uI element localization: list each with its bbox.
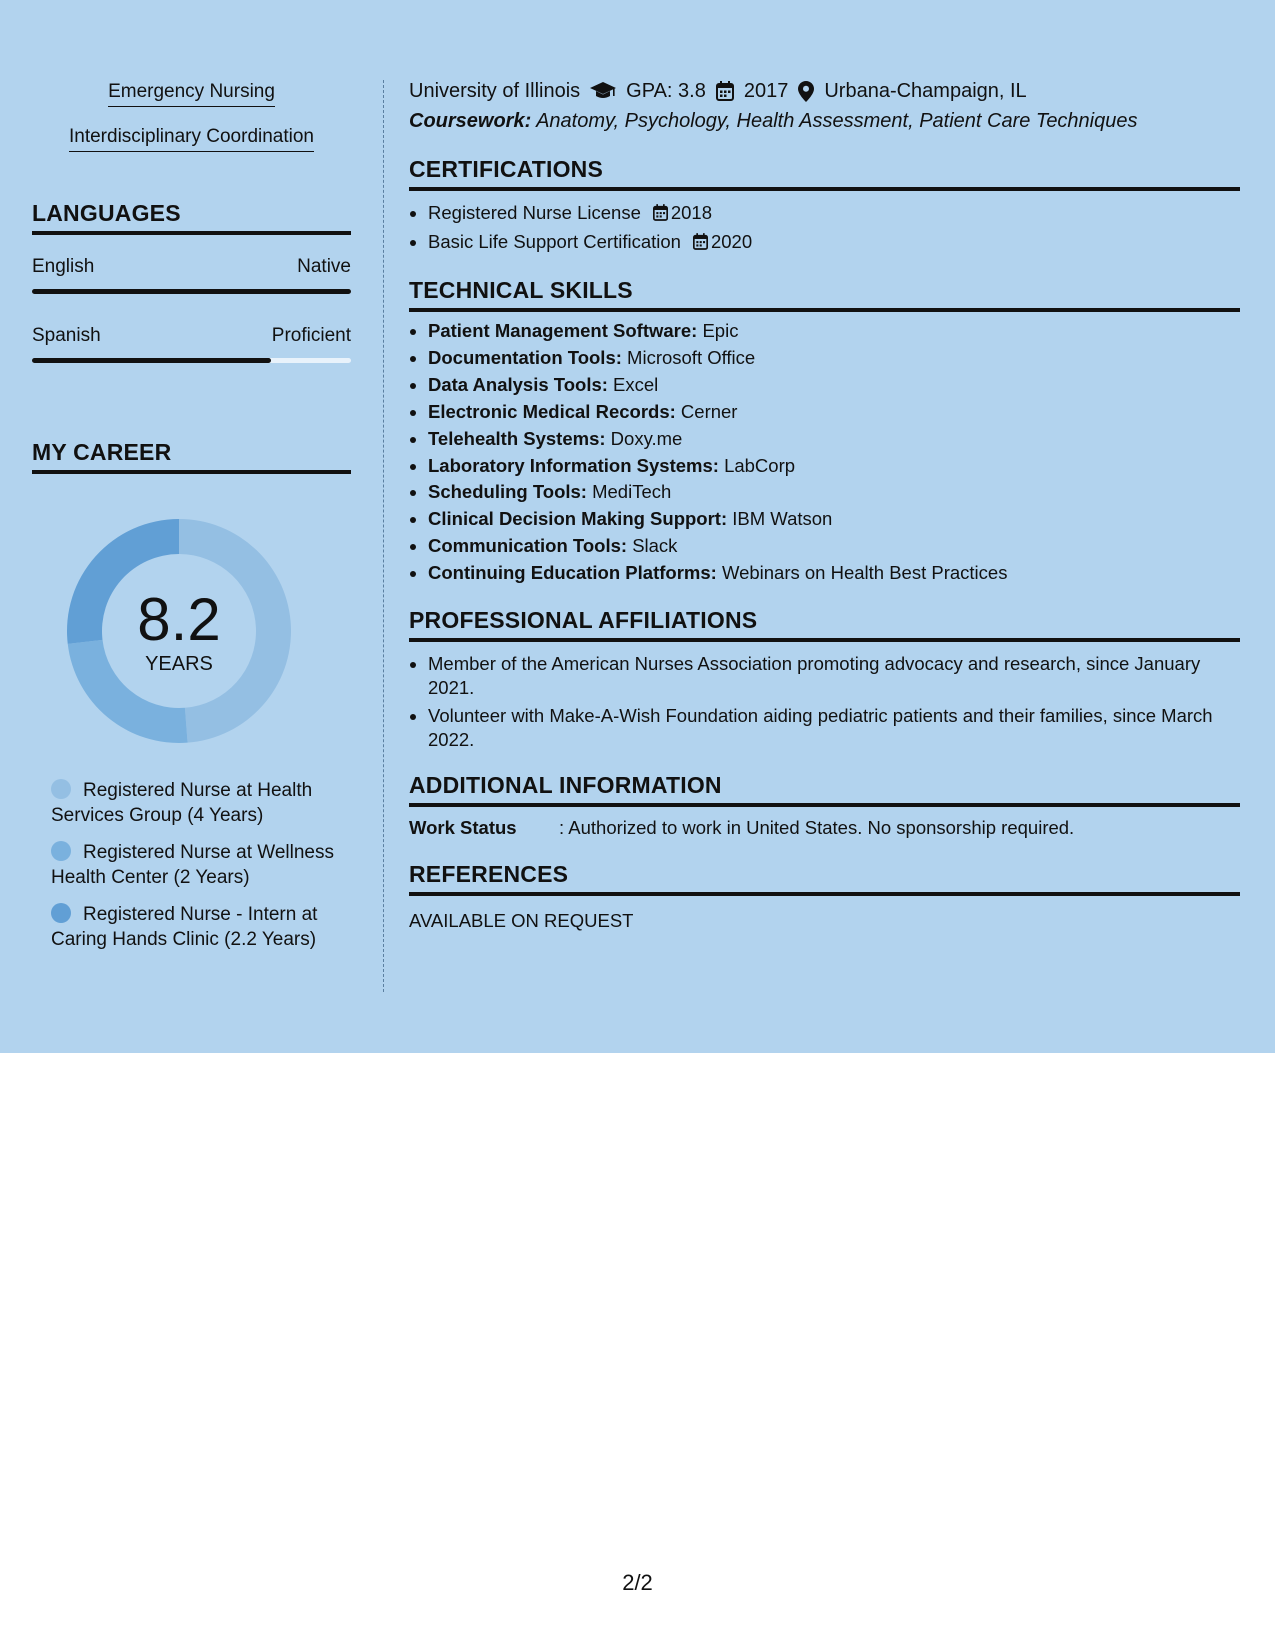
skill-value: Slack	[632, 535, 678, 557]
additional-info-heading: ADDITIONAL INFORMATION	[409, 772, 1240, 807]
career-total-unit: YEARS	[145, 653, 213, 675]
language-proficiency-fill	[32, 289, 351, 294]
education-line	[409, 78, 1240, 104]
skill-value: Cerner	[680, 400, 738, 422]
page-number: 2/2	[622, 1570, 653, 1595]
language-proficiency-bar	[32, 358, 351, 363]
main-content	[409, 78, 1240, 932]
technical-skill-item	[428, 372, 1240, 399]
skill-value: LabCorp	[724, 454, 796, 476]
languages-section	[32, 200, 351, 363]
certifications-list	[409, 199, 1240, 257]
sidebar	[32, 80, 351, 952]
graduation-cap-icon	[590, 82, 616, 100]
certification-year: 2018	[670, 202, 713, 223]
coursework-line	[409, 108, 1240, 134]
skill-label: Data Analysis Tools:	[428, 373, 608, 395]
language-level: Native	[297, 256, 351, 277]
technical-skills-heading: TECHNICAL SKILLS	[409, 277, 1240, 312]
calendar-icon	[693, 230, 708, 257]
career-donut-chart	[66, 518, 292, 744]
career-donut-center	[66, 586, 292, 676]
career-legend-item	[51, 902, 341, 952]
legend-dot-icon	[51, 779, 71, 799]
affiliation-item: • Volunteer with Make-A-Wish Foundation aiding pediatric patients and their families, since March 2022.	[428, 704, 1240, 752]
technical-skill-item	[428, 479, 1240, 506]
career-total-value: 8.2	[137, 586, 221, 653]
language-name: Spanish	[32, 325, 101, 346]
certification-name: Basic Life Support Certification	[428, 231, 681, 252]
certifications-heading: CERTIFICATIONS	[409, 156, 1240, 191]
career-legend-label: Registered Nurse at Wellness Health Center (2 Years)	[51, 842, 334, 888]
skill-value: Microsoft Office	[627, 346, 756, 368]
career-section	[32, 439, 351, 952]
certification-item	[428, 228, 1240, 257]
references-text: AVAILABLE ON REQUEST	[409, 910, 634, 932]
skill-label: Laboratory Information Systems:	[428, 454, 719, 476]
language-level: Proficient	[271, 325, 351, 346]
school-name: University of Illinois	[409, 80, 581, 102]
skill-label: Scheduling Tools:	[428, 481, 587, 503]
skill-value: Excel	[613, 373, 659, 395]
technical-skill-item	[428, 506, 1240, 533]
technical-skill-item	[428, 533, 1240, 560]
skill-label: Telehealth Systems:	[428, 427, 606, 449]
skill-item[interactable]: Emergency Nursing	[108, 80, 275, 107]
language-item	[32, 324, 351, 363]
legend-dot-icon	[51, 903, 71, 923]
language-proficiency-bar	[32, 289, 351, 294]
calendar-icon	[716, 81, 734, 101]
language-name: English	[32, 256, 95, 277]
skill-label: Clinical Decision Making Support:	[428, 508, 728, 530]
coursework-label: Coursework:	[409, 110, 532, 132]
work-status-row	[409, 815, 1240, 841]
technical-skill-item	[428, 560, 1240, 587]
career-legend-item	[51, 840, 341, 890]
language-item	[32, 255, 351, 294]
career-legend-label: Registered Nurse - Intern at Caring Hands Clinic (2.2 Years)	[51, 904, 318, 950]
gpa: GPA: 3.8	[626, 80, 706, 102]
work-status-label: Work Status	[409, 817, 517, 839]
affiliations-list	[409, 652, 1240, 752]
skill-value: Epic	[702, 320, 739, 341]
legend-dot-icon	[51, 841, 71, 861]
certification-year: 2020	[710, 231, 753, 252]
career-legend-label: Registered Nurse at Health Services Group (4 Years)	[51, 780, 313, 826]
skill-item[interactable]: Interdisciplinary Coordination	[69, 125, 314, 152]
skill-value: Webinars on Health Best Practices	[721, 562, 1008, 584]
skill-label: Documentation Tools:	[428, 346, 622, 368]
career-legend-item	[51, 778, 341, 828]
technical-skill-item	[428, 453, 1240, 480]
certification-item	[428, 199, 1240, 228]
skill-label: Patient Management Software:	[428, 320, 698, 341]
skill-value: Doxy.me	[610, 427, 683, 449]
career-legend	[51, 778, 351, 952]
references-heading: REFERENCES	[409, 861, 1240, 896]
coursework-text: Anatomy, Psychology, Health Assessment, Patient Care Techniques	[536, 110, 1138, 132]
technical-skill-item	[428, 399, 1240, 426]
skill-value: MediTech	[592, 481, 672, 503]
work-status-value: : Authorized to work in United States. No sponsorship required.	[559, 817, 1075, 839]
skill-label: Electronic Medical Records:	[428, 400, 676, 422]
column-divider	[383, 80, 384, 992]
technical-skills-list	[409, 318, 1240, 587]
certification-name: Registered Nurse License	[428, 202, 641, 223]
calendar-icon	[653, 201, 668, 228]
skill-label: Communication Tools:	[428, 535, 628, 557]
languages-heading: LANGUAGES	[32, 200, 351, 235]
affiliations-heading: PROFESSIONAL AFFILIATIONS	[409, 607, 1240, 642]
language-proficiency-fill	[32, 358, 271, 363]
skill-value: IBM Watson	[732, 508, 833, 530]
technical-skill-item	[428, 345, 1240, 372]
skill-label: Continuing Education Platforms:	[428, 562, 717, 584]
graduation-year: 2017	[743, 80, 789, 102]
technical-skill-item	[428, 318, 1240, 345]
school-location: Urbana-Champaign, IL	[824, 80, 1027, 102]
career-heading: MY CAREER	[32, 439, 351, 474]
skills-list	[32, 80, 351, 152]
affiliation-item: • Member of the American Nurses Association promoting advocacy and research, since January 2021.	[428, 652, 1240, 700]
map-pin-icon	[798, 81, 814, 102]
technical-skill-item	[428, 426, 1240, 453]
